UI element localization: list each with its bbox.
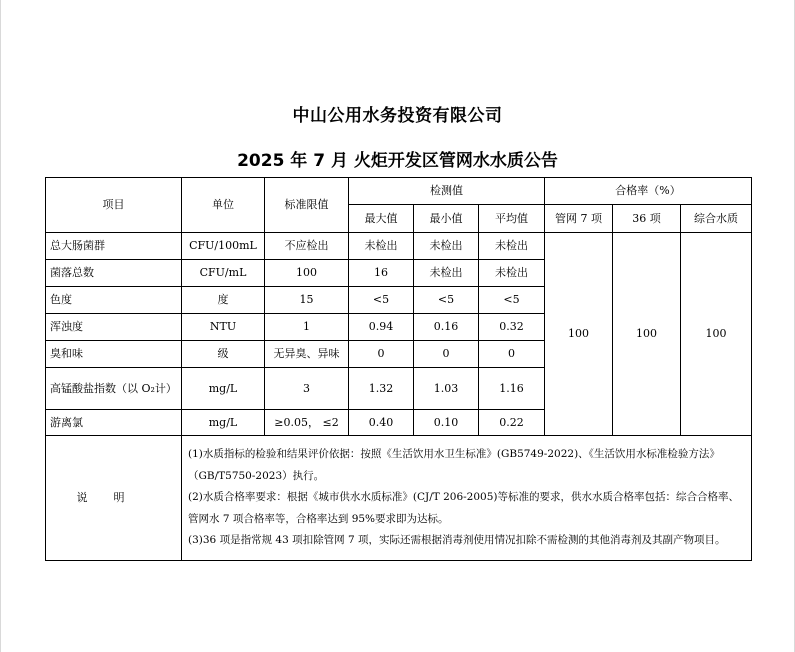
pass-rate-pipe7: 100 bbox=[545, 233, 613, 436]
row-min: 未检出 bbox=[414, 233, 479, 260]
notes-label-text: 说明 bbox=[76, 491, 151, 504]
row-item: 高锰酸盐指数（以 O₂计） bbox=[46, 368, 182, 410]
header-items36: 36 项 bbox=[613, 205, 681, 233]
row-min: 1.03 bbox=[414, 368, 479, 410]
notes-row bbox=[46, 436, 752, 561]
row-min: 未检出 bbox=[414, 260, 479, 287]
row-limit: 不应检出 bbox=[265, 233, 349, 260]
row-unit: CFU/100mL bbox=[182, 233, 265, 260]
row-min: 0 bbox=[414, 341, 479, 368]
row-max: 16 bbox=[349, 260, 414, 287]
row-item: 总大肠菌群 bbox=[46, 233, 182, 260]
note-2: (2)水质合格率要求：根据《城市供水水质标准》(CJ/T 206-2005)等标准的要求，供水水质合格率包括：综合合格率、管网水 7 项合格率等，合格率达到 95%要求即为达标。 bbox=[188, 491, 739, 525]
row-limit: 3 bbox=[265, 368, 349, 410]
header-limit: 标准限值 bbox=[265, 178, 349, 233]
header-avg: 平均值 bbox=[479, 205, 545, 233]
note-3: (3)36 项是指常规 43 项扣除管网 7 项，实际还需根据消毒剂使用情况扣除不需检测的其他消毒剂及其副产物项目。 bbox=[188, 534, 726, 547]
row-max: 0 bbox=[349, 341, 414, 368]
header-unit: 单位 bbox=[182, 178, 265, 233]
row-unit: mg/L bbox=[182, 368, 265, 410]
row-max: 1.32 bbox=[349, 368, 414, 410]
row-item: 色度 bbox=[46, 287, 182, 314]
page-left-edge bbox=[0, 0, 1, 652]
header-measured: 检测值 bbox=[349, 178, 545, 205]
water-quality-table bbox=[45, 177, 752, 561]
row-item: 浑浊度 bbox=[46, 314, 182, 341]
row-unit: 级 bbox=[182, 341, 265, 368]
header-pipe7: 管网 7 项 bbox=[545, 205, 613, 233]
row-limit: 无异臭、异味 bbox=[265, 341, 349, 368]
row-min: <5 bbox=[414, 287, 479, 314]
notice-title: 2025 年 7 月 火炬开发区管网水水质公告 bbox=[237, 151, 558, 171]
header-max: 最大值 bbox=[349, 205, 414, 233]
row-max: 未检出 bbox=[349, 233, 414, 260]
row-avg: 未检出 bbox=[479, 233, 545, 260]
row-unit: 度 bbox=[182, 287, 265, 314]
row-avg: 0 bbox=[479, 341, 545, 368]
header-pass-rate: 合格率（%） bbox=[545, 178, 752, 205]
row-unit: NTU bbox=[182, 314, 265, 341]
header-min: 最小值 bbox=[414, 205, 479, 233]
row-max: <5 bbox=[349, 287, 414, 314]
row-max: 0.40 bbox=[349, 410, 414, 436]
row-avg: <5 bbox=[479, 287, 545, 314]
row-avg: 未检出 bbox=[479, 260, 545, 287]
company-title: 中山公用水务投资有限公司 bbox=[292, 106, 503, 126]
row-max: 0.94 bbox=[349, 314, 414, 341]
row-limit: 1 bbox=[265, 314, 349, 341]
row-avg: 0.22 bbox=[479, 410, 545, 436]
header-overall: 综合水质 bbox=[681, 205, 752, 233]
note-1: (1)水质指标的检验和结果评价依据：按照《生活饮用水卫生标准》(GB5749-2022)、《生活饮用水标准检验方法》（GB/T5750-2023）执行。 bbox=[188, 448, 720, 482]
row-min: 0.16 bbox=[414, 314, 479, 341]
pass-rate-overall: 100 bbox=[681, 233, 752, 436]
row-unit: mg/L bbox=[182, 410, 265, 436]
row-min: 0.10 bbox=[414, 410, 479, 436]
row-limit: 15 bbox=[265, 287, 349, 314]
row-avg: 0.32 bbox=[479, 314, 545, 341]
notes-label bbox=[46, 436, 182, 561]
row-item: 臭和味 bbox=[46, 341, 182, 368]
table-row bbox=[46, 233, 752, 260]
row-unit: CFU/mL bbox=[182, 260, 265, 287]
row-avg: 1.16 bbox=[479, 368, 545, 410]
row-limit: ≥0.05， ≤2 bbox=[265, 410, 349, 436]
pass-rate-items36: 100 bbox=[613, 233, 681, 436]
row-item: 游离氯 bbox=[46, 410, 182, 436]
row-item: 菌落总数 bbox=[46, 260, 182, 287]
notes-cell bbox=[182, 436, 752, 561]
row-limit: 100 bbox=[265, 260, 349, 287]
header-item: 项目 bbox=[46, 178, 182, 233]
